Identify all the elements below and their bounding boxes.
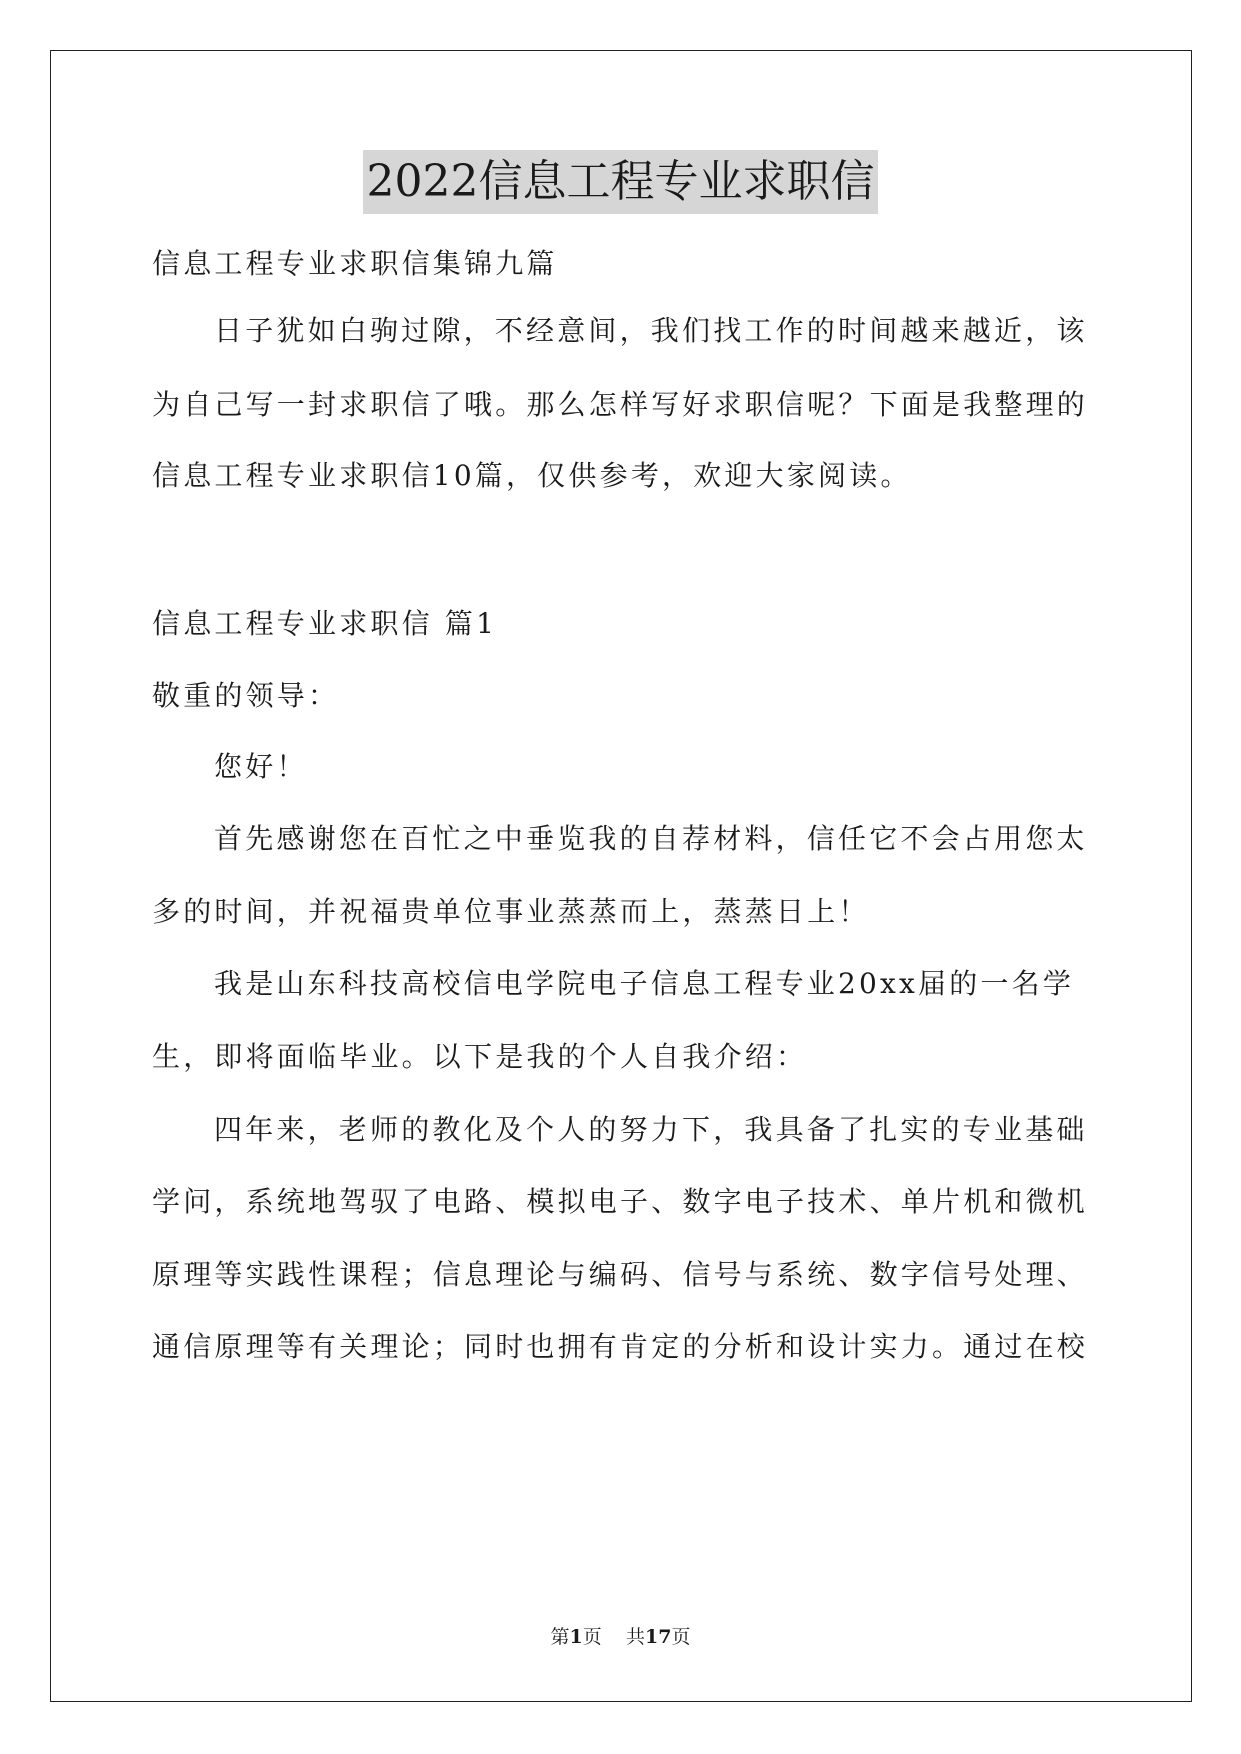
paragraph-line: 学问，系统地驾驭了电路、模拟电子、数字电子技术、单片机和微机 bbox=[152, 1185, 1089, 1218]
page-suffix: 页 bbox=[582, 1626, 602, 1648]
paragraph-line: 信息工程专业求职信10篇，仅供参考，欢迎大家阅读。 bbox=[152, 459, 912, 492]
paragraph-line: 四年来，老师的教化及个人的努力下，我具备了扎实的专业基础 bbox=[214, 1113, 1088, 1146]
paragraph-line: 多的时间，并祝福贵单位事业蒸蒸而上，蒸蒸日上！ bbox=[152, 895, 870, 928]
paragraph-line: 通信原理等有关理论；同时也拥有肯定的分析和设计实力。通过在校 bbox=[152, 1330, 1089, 1363]
document-title: 2022信息工程专业求职信 bbox=[363, 150, 879, 214]
total-prefix: 共 bbox=[625, 1626, 645, 1648]
page-footer bbox=[0, 1624, 1241, 1650]
title-container bbox=[0, 150, 1241, 214]
salutation: 敬重的领导： bbox=[152, 679, 340, 712]
section-heading: 信息工程专业求职信 篇1 bbox=[152, 607, 498, 640]
total-pages: 17 bbox=[644, 1626, 672, 1648]
paragraph-line: 日子犹如白驹过隙，不经意间，我们找工作的时间越来越近，该 bbox=[214, 314, 1088, 347]
paragraph-line: 为自己写一封求职信了哦。那么怎样写好求职信呢？下面是我整理的 bbox=[152, 388, 1089, 421]
paragraph-line: 生，即将面临毕业。以下是我的个人自我介绍： bbox=[152, 1040, 808, 1073]
greeting: 您好！ bbox=[214, 750, 308, 783]
paragraph-line: 原理等实践性课程；信息理论与编码、信号与系统、数字信号处理、 bbox=[152, 1258, 1089, 1291]
paragraph-line: 首先感谢您在百忙之中垂览我的自荐材料，信任它不会占用您太 bbox=[214, 822, 1088, 855]
paragraph-line: 我是山东科技高校信电学院电子信息工程专业20xx届的一名学 bbox=[214, 967, 1075, 1000]
page-number: 1 bbox=[569, 1626, 583, 1648]
subtitle-line: 信息工程专业求职信集锦九篇 bbox=[152, 247, 558, 280]
page-prefix: 第 bbox=[550, 1626, 570, 1648]
total-suffix: 页 bbox=[671, 1626, 691, 1648]
page-border bbox=[50, 50, 1192, 1702]
